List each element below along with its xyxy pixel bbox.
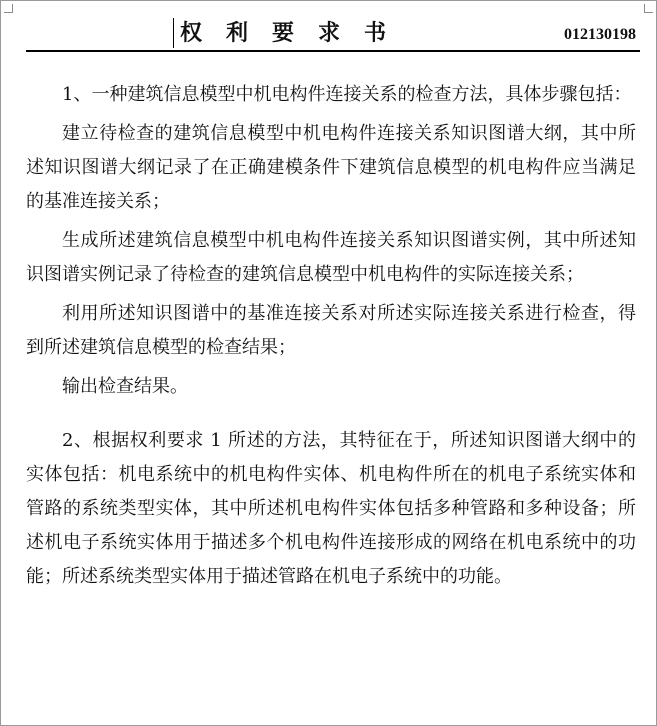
claims-body	[26, 78, 636, 599]
document-title: 权利要求书	[180, 20, 411, 46]
claim-1-step-generate-instance: 生成所述建筑信息模型中机电构件连接关系知识图谱实例，其中所述知识图谱实例记录了待检查的建筑信息模型中机电构件的实际连接关系；	[26, 230, 636, 285]
page-corner-mark-top-right	[644, 4, 653, 13]
page-corner-mark-top-left	[4, 4, 13, 13]
claim-2: 2、根据权利要求 1 所述的方法，其特征在于，所述知识图谱大纲中的实体包括：机电系统中的机电构件实体、机电构件所在的机电子系统实体和管路的系统类型实体，其中所述机电构件实体包括多种管路和多种设备；所述机电子系统实体用于描述多个机电构件连接形成的网络在机电系统中的功能；所述系统类型实体用于描述管路在机电子系统中的功能。	[26, 430, 636, 587]
header-rule	[26, 50, 640, 52]
claim-1-intro: 1、一种建筑信息模型中机电构件连接关系的检查方法，具体步骤包括：	[62, 84, 632, 105]
claim-1-step-build-outline: 建立待检查的建筑信息模型中机电构件连接关系知识图谱大纲，其中所述知识图谱大纲记录了在正确建模条件下建筑信息模型的机电构件应当满足的基准连接关系；	[26, 123, 636, 212]
text-cursor	[173, 18, 174, 48]
document-header	[26, 16, 640, 50]
claim-1-step-output: 输出检查结果。	[62, 376, 188, 397]
claim-1-step-check: 利用所述知识图谱中的基准连接关系对所述实际连接关系进行检查，得到所述建筑信息模型的检查结果；	[26, 303, 636, 358]
document-number: 012130198	[564, 26, 636, 43]
